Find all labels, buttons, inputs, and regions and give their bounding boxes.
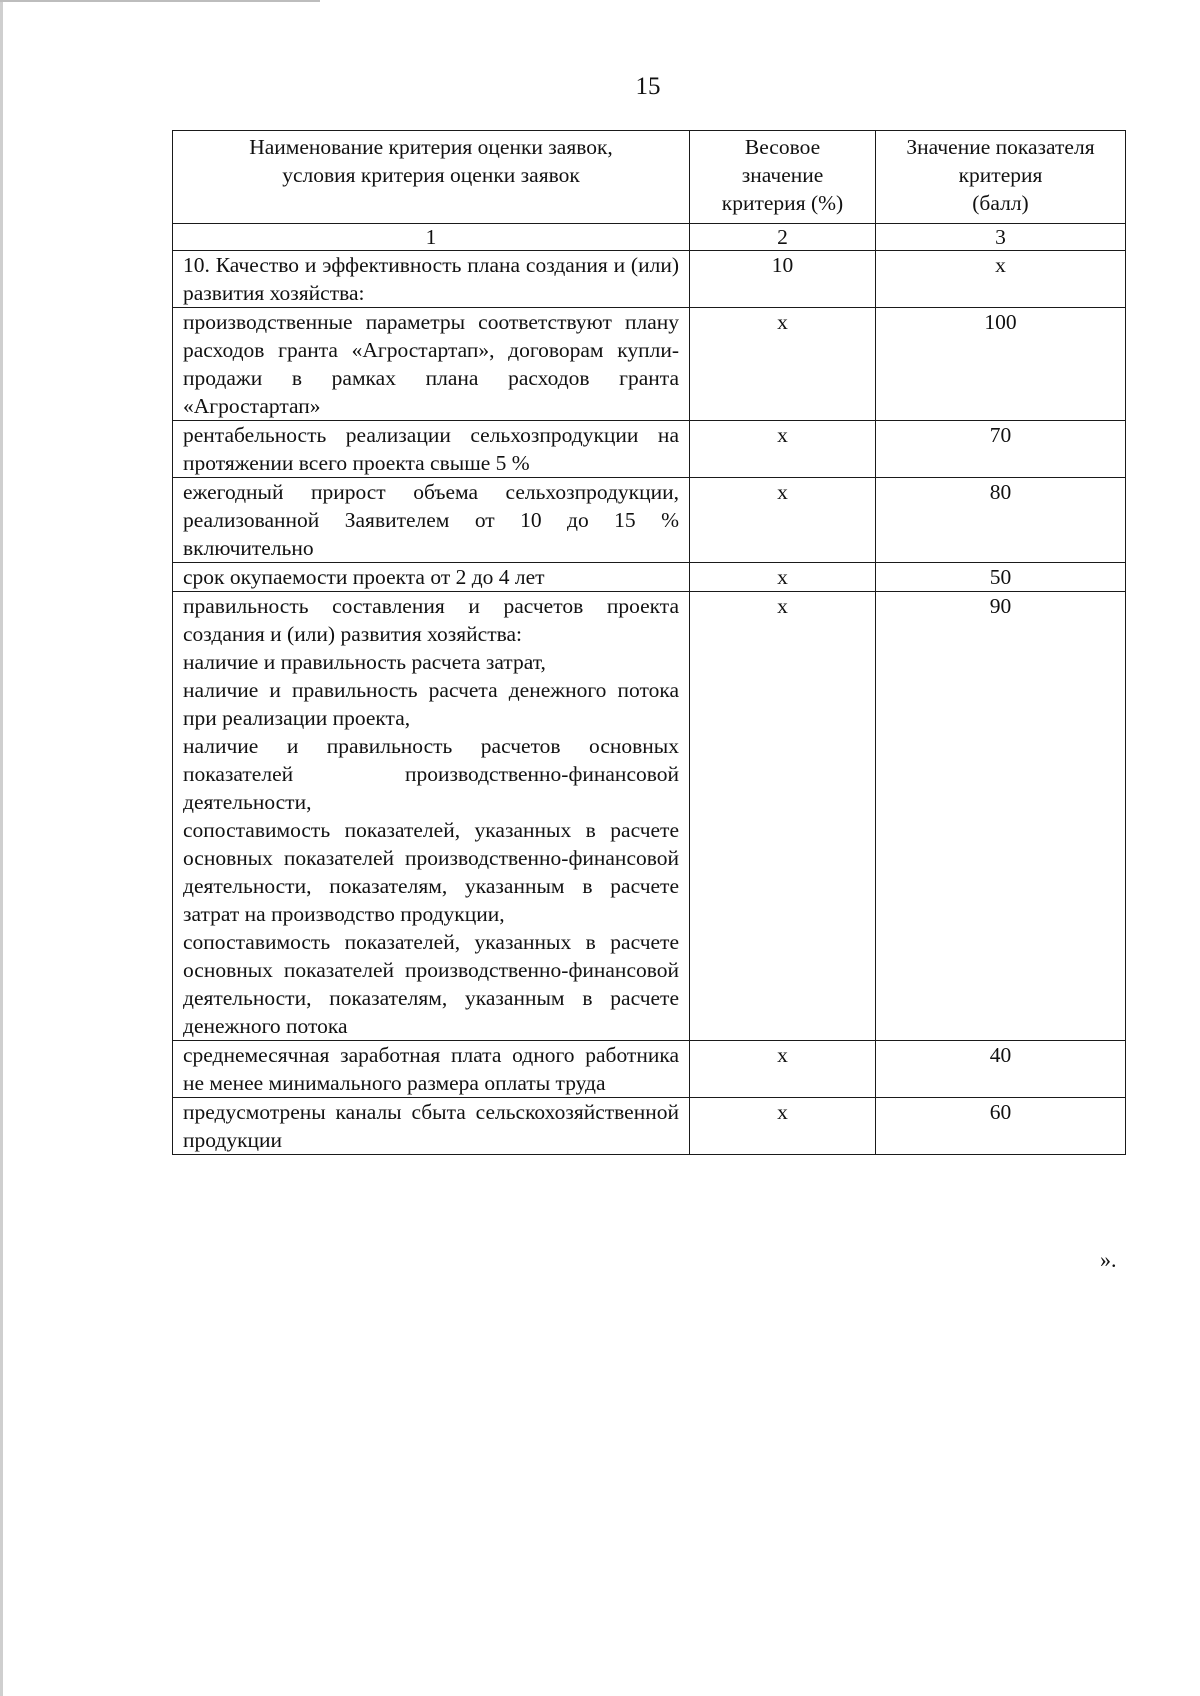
criterion-subline: сопоставимость показателей, указанных в расчете основных показателей производственно-финансовой деятельности, показателям, указанным в расчете затрат на производство продукции,: [183, 818, 679, 926]
criterion-subline: наличие и правильность расчета затрат,: [183, 650, 546, 674]
criterion-name: ежегодный прирост объема сельхозпродукции, реализованной Заявителем от 10 до 15 % включительно: [173, 478, 690, 563]
criterion-score: 70: [876, 421, 1126, 478]
table-row: [173, 592, 1126, 1041]
criterion-name: рентабельность реализации сельхозпродукции на протяжении всего проекта свыше 5 %: [173, 421, 690, 478]
criterion-weight: 10: [690, 251, 876, 308]
criterion-weight: х: [690, 478, 876, 563]
header-col3-line3: (балл): [972, 191, 1029, 215]
criterion-name: среднемесячная заработная плата одного работника не менее минимального размера оплаты труда: [173, 1041, 690, 1098]
header-col2-line2: значение: [741, 163, 824, 187]
criterion-name: производственные параметры соответствуют плану расходов гранта «Агростартап», договорам купли-продажи в рамках плана расходов гранта «Агростартап»: [173, 308, 690, 421]
criterion-weight: х: [690, 563, 876, 592]
header-col2-line3: критерия (%): [721, 191, 844, 215]
table-row: [173, 1098, 1126, 1155]
header-col1-line1: Наименование критерия оценки заявок,: [249, 135, 613, 159]
header-weight: [690, 131, 876, 224]
table-row: [173, 421, 1126, 478]
criterion-score: 80: [876, 478, 1126, 563]
table-row: [173, 308, 1126, 421]
criterion-weight: х: [690, 308, 876, 421]
criterion-score: 60: [876, 1098, 1126, 1155]
header-col1-line2: условия критерия оценки заявок: [282, 163, 580, 187]
header-col2-line1: Весовое: [744, 135, 821, 159]
column-number-3: 3: [876, 224, 1126, 251]
column-number-1: 1: [173, 224, 690, 251]
page-number: 15: [635, 73, 661, 100]
table-row: [173, 563, 1126, 592]
criterion-name: предусмотрены каналы сбыта сельскохозяйственной продукции: [173, 1098, 690, 1155]
criterion-weight: х: [690, 421, 876, 478]
criterion-weight: х: [690, 1098, 876, 1155]
header-col3-line1: Значение показателя: [906, 135, 1095, 159]
criterion-name-multiline: [173, 592, 690, 1041]
criterion-score: 50: [876, 563, 1126, 592]
criterion-weight: х: [690, 1041, 876, 1098]
criterion-name: срок окупаемости проекта от 2 до 4 лет: [173, 563, 690, 592]
criterion-score: х: [876, 251, 1126, 308]
table-row: [173, 1041, 1126, 1098]
header-score: [876, 131, 1126, 224]
criterion-subline: наличие и правильность расчетов основных показателей производственно-финансовой деятельности,: [183, 734, 679, 814]
criterion-score: 100: [876, 308, 1126, 421]
criterion-score: 90: [876, 592, 1126, 1041]
criterion-subline: наличие и правильность расчета денежного потока при реализации проекта,: [183, 678, 679, 730]
header-row: [173, 131, 1126, 224]
criteria-table: [172, 130, 1126, 1155]
criterion-subline: сопоставимость показателей, указанных в расчете основных показателей производственно-финансовой деятельности, показателям, указанным в расчете денежного потока: [183, 930, 679, 1038]
closing-quote-mark: ».: [1100, 1247, 1117, 1272]
criterion-weight: х: [690, 592, 876, 1041]
criterion-subline: правильность составления и расчетов проекта создания и (или) развития хозяйства:: [183, 594, 679, 646]
column-number-row: [173, 224, 1126, 251]
table-row: [173, 251, 1126, 308]
scan-edge-top: [0, 0, 320, 2]
scan-edge-left: [0, 0, 3, 1696]
header-criterion-name: [173, 131, 690, 224]
header-col3-line2: критерия: [958, 163, 1043, 187]
column-number-2: 2: [690, 224, 876, 251]
criterion-score: 40: [876, 1041, 1126, 1098]
criterion-name: 10. Качество и эффективность плана создания и (или) развития хозяйства:: [173, 251, 690, 308]
table-row: [173, 478, 1126, 563]
